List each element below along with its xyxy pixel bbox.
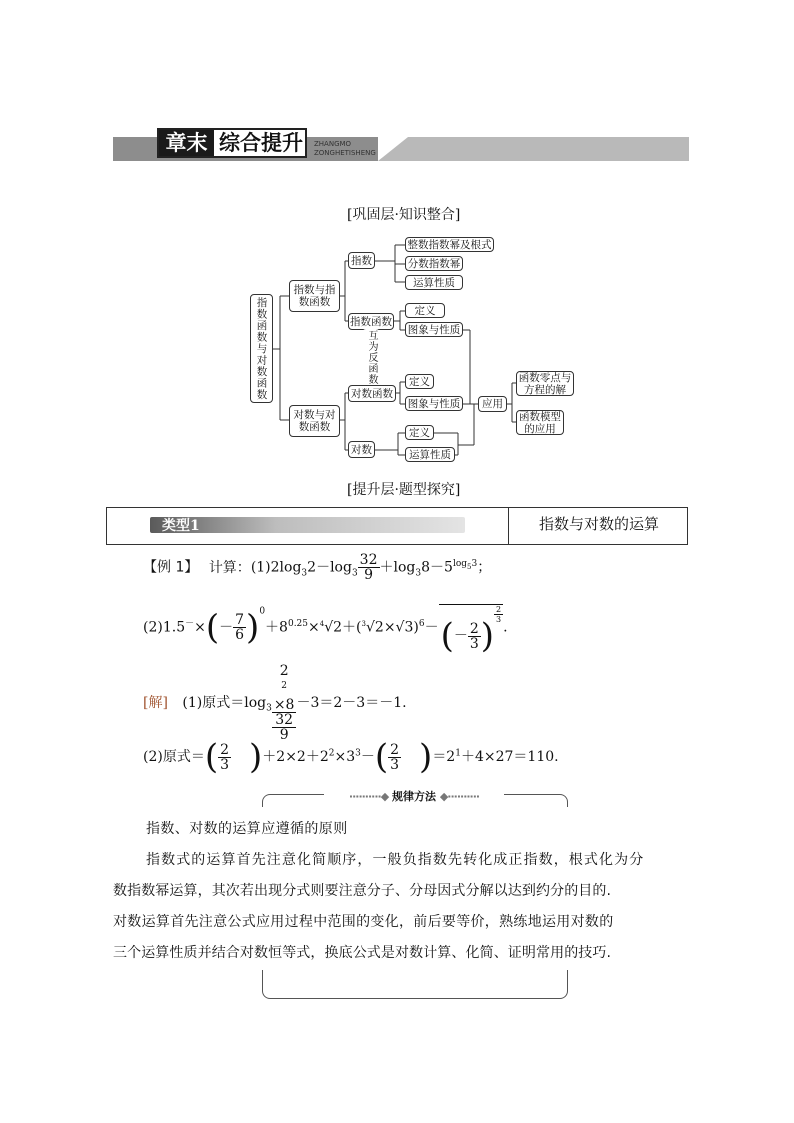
p1-c: ＋log bbox=[379, 559, 416, 576]
rule-dots-right: ◆·········· bbox=[439, 790, 480, 803]
p2-paren-right: ) bbox=[246, 607, 260, 648]
diagram-connectors bbox=[0, 0, 794, 500]
rule-box-title bbox=[324, 788, 504, 804]
example-line1 bbox=[143, 553, 491, 582]
p2-e: √2＋( bbox=[324, 619, 362, 636]
diagram-leaf-graph-exp: 图象与性质 bbox=[405, 322, 463, 337]
p2-paren-left: ( bbox=[205, 607, 220, 648]
s2-e: ＝2 bbox=[432, 749, 456, 765]
s1-base: 3 bbox=[266, 703, 272, 714]
rule-heading: 指数、对数的运算应遵循的原则 bbox=[146, 821, 348, 837]
p2-exp-frac bbox=[494, 605, 503, 624]
rule-dots-left: ··········◆ bbox=[348, 790, 389, 803]
s1-fraction bbox=[272, 664, 297, 742]
p1-base3: 3 bbox=[415, 568, 422, 579]
solution-line1 bbox=[143, 664, 407, 742]
p2-frac-den: 6 bbox=[235, 627, 245, 643]
p2-exp-frac-num: 2 bbox=[496, 605, 502, 614]
p2-frac2-num: 2 bbox=[469, 620, 479, 637]
p2-root3: 3 bbox=[361, 619, 366, 628]
p1-frac-den: 9 bbox=[364, 567, 374, 583]
p2-exp2: 0.25 bbox=[287, 618, 309, 629]
diagram-node-application: 应用 bbox=[478, 396, 507, 412]
p2-paren2-right: ) bbox=[480, 616, 495, 656]
s2-frac-den: 3 bbox=[220, 756, 230, 773]
p2-f: √2×√3) bbox=[365, 619, 419, 636]
p2-minus: － bbox=[219, 619, 234, 636]
s2-d: － bbox=[360, 749, 375, 765]
example-label: 【例 1】 bbox=[143, 559, 199, 576]
p2-minus2: － bbox=[453, 628, 468, 644]
p1-exp-base: 5 bbox=[467, 562, 472, 571]
p1-base: 3 bbox=[301, 568, 308, 579]
s1-den-frac bbox=[272, 713, 297, 742]
diagram-branch-exp: 指数与指数函数 bbox=[289, 280, 340, 312]
p2-c: ＋8 bbox=[265, 619, 288, 636]
s2-fraction bbox=[218, 743, 231, 772]
rule-title-text: 规律方法 bbox=[392, 790, 436, 803]
s2-exp3: 3 bbox=[355, 748, 361, 759]
type-title: 指数与对数的运算 bbox=[538, 515, 659, 533]
header-title-part2: 综合提升 bbox=[219, 131, 303, 155]
example-line2 bbox=[143, 604, 508, 656]
diagram-inverse-label: 互为反函数 bbox=[362, 329, 380, 385]
p1-d: 8－5 bbox=[421, 559, 453, 576]
p2-exp: － bbox=[185, 618, 195, 629]
s1-num-exp: 2 bbox=[281, 681, 288, 691]
s2-fraction2 bbox=[388, 743, 401, 772]
s2-paren-left: ( bbox=[204, 737, 219, 777]
p2-fraction2 bbox=[468, 622, 481, 651]
p1-fraction bbox=[358, 553, 380, 582]
solution-label: [解] bbox=[143, 694, 168, 711]
diagram-root: 指数函数与对数函数 bbox=[250, 294, 273, 403]
p2-root4: 4 bbox=[319, 619, 325, 628]
rule-line-3: 对数运算首先注意公式应用过程中范围的变化，前后要等价，熟练地运用对数的 bbox=[113, 914, 614, 930]
type-label: 类型1 bbox=[162, 518, 200, 534]
section-title-consolidation: [巩固层·知识整合] bbox=[347, 207, 461, 223]
s1-frac-num bbox=[272, 664, 297, 713]
s2-exp1: 1 bbox=[455, 748, 461, 759]
diagram-branch-log: 对数与对数函数 bbox=[289, 405, 340, 437]
s2-frac-num: 2 bbox=[220, 741, 230, 758]
p2-paren2-left: ( bbox=[440, 616, 454, 656]
p2-frac2-den: 3 bbox=[469, 635, 479, 652]
s2-b: ＋2×2＋2 bbox=[262, 749, 329, 765]
p1-b: 2－log bbox=[307, 559, 352, 576]
p2-zero: 0 bbox=[259, 606, 266, 617]
s1-num-a: 2 bbox=[279, 663, 289, 679]
p1-exp-log: log bbox=[452, 558, 467, 569]
p2-sqrt-body bbox=[439, 604, 504, 656]
rule-line-2: 数指数幂运算，其次若出现分式则要注意分子、分母因式分解以达到约分的目的. bbox=[113, 883, 612, 899]
rule-line-1: 指数式的运算首先注意化简顺序，一般负指数先转化成正指数，根式化为分 bbox=[146, 852, 645, 868]
type-bar-divider bbox=[508, 507, 509, 545]
diagram-leaf-model: 函数模型的应用 bbox=[516, 410, 564, 435]
p1-exp bbox=[453, 559, 477, 569]
p2-d: × bbox=[308, 619, 320, 636]
p1-base2: 3 bbox=[351, 568, 358, 579]
header-title-part1: 章末 bbox=[159, 130, 214, 156]
solution-line2 bbox=[143, 737, 559, 777]
diagram-leaf-integer-power: 整数指数幂及根式 bbox=[405, 237, 494, 252]
diagram-node-zhishu: 指数 bbox=[348, 252, 375, 269]
s2-paren2-left: ( bbox=[374, 737, 389, 777]
s2-frac2-den: 3 bbox=[390, 756, 400, 773]
p2-frac-num: 7 bbox=[235, 612, 245, 628]
diagram-leaf-def-exp: 定义 bbox=[405, 303, 445, 318]
diagram-node-exp-function: 指数函数 bbox=[348, 313, 394, 330]
rule-box-bottom bbox=[262, 970, 568, 999]
s1-a: (1)原式＝log bbox=[182, 694, 267, 711]
header-pinyin-line2: ZONGHETISHENG bbox=[314, 149, 376, 157]
p2-end: . bbox=[503, 619, 508, 636]
diagram-leaf-def-log: 定义 bbox=[405, 425, 434, 440]
diagram-leaf-op-props-exp: 运算性质 bbox=[405, 275, 463, 290]
p2-a: (2)1.5 bbox=[143, 619, 186, 636]
p2-exp6: 6 bbox=[418, 618, 425, 629]
s2-paren2-right: ) bbox=[419, 737, 433, 777]
p1-frac-num: 32 bbox=[359, 552, 378, 568]
header-pinyin-line1: ZHANGMO bbox=[314, 140, 352, 148]
rule-line-4: 三个运算性质并结合对数恒等式，换底公式是对数计算、化简、证明常用的技巧. bbox=[113, 945, 612, 961]
s2-frac2-num: 2 bbox=[390, 741, 400, 758]
s1-b: －3＝2－3＝－1. bbox=[296, 694, 407, 711]
s2-exp2: 2 bbox=[328, 748, 335, 759]
section-title-explore: [提升层·题型探究] bbox=[347, 482, 461, 498]
s2-a: (2)原式＝ bbox=[143, 749, 205, 765]
p2-b: × bbox=[194, 619, 206, 636]
s1-num-b: ×8 bbox=[273, 696, 295, 713]
p1-exp-arg: 3 bbox=[471, 558, 478, 569]
diagram-leaf-op-props-log: 运算性质 bbox=[405, 447, 455, 462]
s2-c: ×3 bbox=[334, 749, 356, 765]
diagram-leaf-fraction-power: 分数指数幂 bbox=[405, 256, 463, 271]
diagram-node-duishu: 对数 bbox=[348, 441, 375, 458]
diagram-leaf-def-logfunc: 定义 bbox=[405, 374, 434, 389]
p2-exp-frac-den: 3 bbox=[496, 615, 502, 624]
s2-f: ＋4×27＝110. bbox=[460, 749, 559, 765]
s1-den: 32 bbox=[272, 713, 297, 728]
example-prompt: 计算： bbox=[208, 559, 251, 576]
p1-a: (1)2log bbox=[250, 559, 302, 576]
diagram-leaf-graph-logfunc: 图象与性质 bbox=[405, 396, 463, 411]
diagram-leaf-zero-point: 函数零点与方程的解 bbox=[516, 371, 574, 396]
s2-paren-right: ) bbox=[249, 737, 263, 777]
p2-g: － bbox=[424, 619, 439, 636]
s1-den2: 9 bbox=[279, 726, 289, 743]
diagram-node-log-function: 对数函数 bbox=[348, 385, 396, 402]
p2-fraction bbox=[233, 613, 246, 642]
p1-end: ； bbox=[477, 559, 492, 576]
